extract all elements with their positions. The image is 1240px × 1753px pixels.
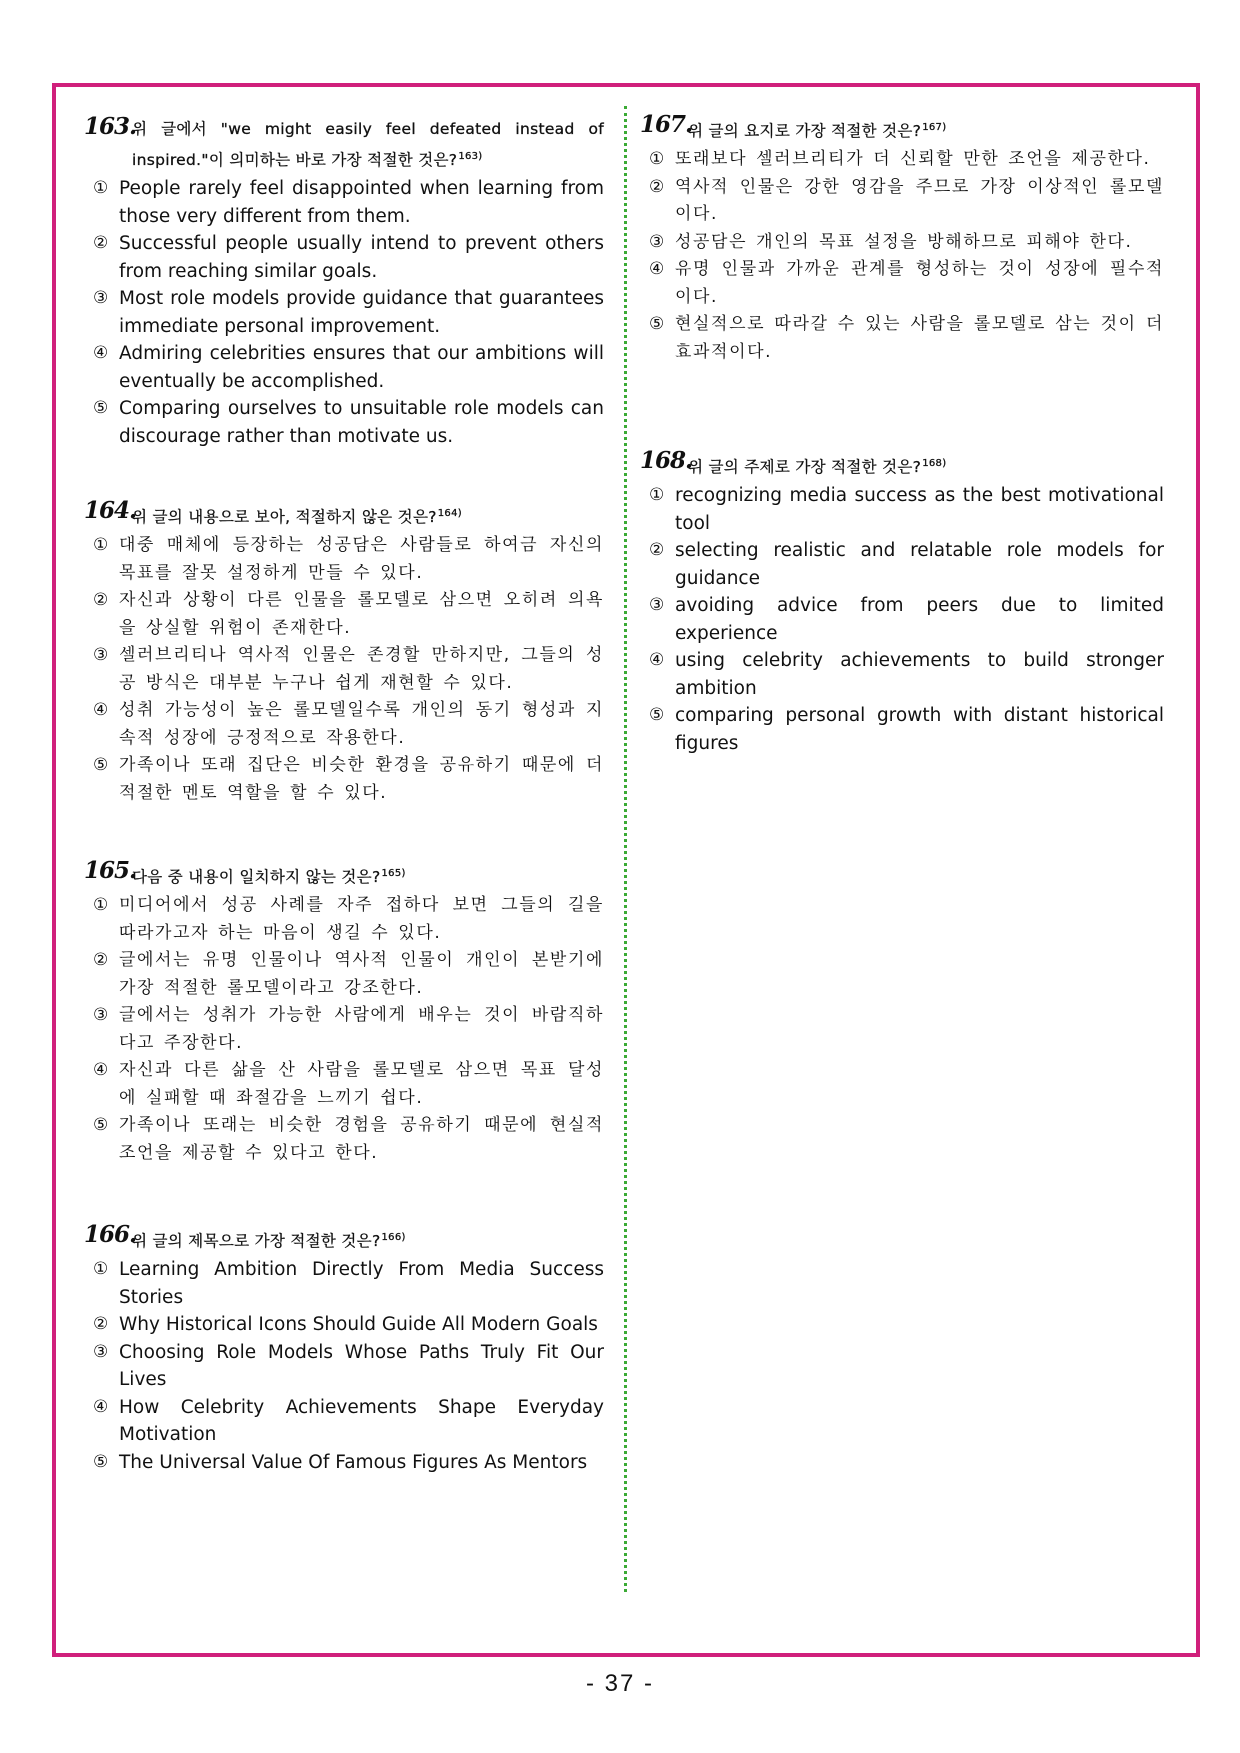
choice-text: 성공담은 개인의 목표 설정을 방해하므로 피해야 한다. [675, 231, 1133, 252]
question-number: 168. [640, 447, 693, 474]
choice-text: Admiring celebrities ensures that our ambitions will eventually be accomplished. [119, 343, 604, 392]
footnote-ref: 163) [458, 151, 483, 162]
choice-marker: ⑤ [649, 314, 666, 334]
choice-text: avoiding advice from peers due to limited experience [675, 595, 1164, 644]
choice-3[interactable] [84, 1339, 604, 1394]
question-163 [84, 113, 604, 450]
choice-marker: ① [93, 535, 110, 555]
choice-list [84, 1256, 604, 1476]
choice-marker: ⑤ [93, 398, 109, 418]
choice-marker: ① [649, 485, 665, 505]
choice-text: selecting realistic and relatable role models for guidance [675, 540, 1164, 589]
choice-text: 또래보다 셀러브리티가 더 신뢰할 만한 조언을 제공한다. [675, 149, 1151, 169]
question-prompt: 위 글의 제목으로 가장 적절한 것은?$^{166)}$ [132, 1232, 406, 1250]
question-prompt: 위 글의 주제로 가장 적절한 것은?$^{168)}$ [688, 458, 947, 476]
question-number: 166. [84, 1221, 137, 1248]
choice-text: 미디어에서 성공 사례를 자주 접하다 보면 그들의 길을 따라가고자 하는 마음이 생길 수 있다. [119, 895, 604, 943]
footnote-ref: 165) [381, 868, 406, 879]
footnote-ref: 167) [922, 122, 947, 133]
choice-text: 현실적으로 따라갈 수 있는 사람을 롤모델로 삼는 것이 더 효과적이다. [675, 314, 1164, 362]
question-header [84, 113, 604, 174]
choice-marker: ③ [649, 231, 666, 252]
choice-marker: ⑤ [93, 755, 110, 775]
choice-list [84, 892, 604, 1167]
choice-list [640, 146, 1164, 366]
choice-2[interactable] [84, 947, 604, 1002]
choice-marker: ② [93, 233, 109, 253]
choice-4[interactable] [84, 1057, 604, 1112]
question-prompt: 위 글의 요지로 가장 적절한 것은?$^{167)}$ [688, 122, 947, 140]
choice-5[interactable] [84, 395, 604, 450]
choice-marker: ③ [93, 1005, 110, 1025]
choice-marker: ① [649, 149, 666, 169]
choice-1[interactable] [84, 892, 604, 947]
footnote-ref: 166) [381, 1232, 406, 1243]
question-header [84, 1221, 604, 1255]
choice-1[interactable] [84, 1256, 604, 1311]
choice-text: 가족이나 또래 집단은 비슷한 환경을 공유하기 때문에 더 적절한 멘토 역할을 할 수 있다. [119, 755, 604, 803]
choice-text: People rarely feel disappointed when learning from those very different from them. [119, 178, 604, 227]
choice-marker: ① [93, 178, 109, 198]
choice-4[interactable] [84, 1394, 604, 1449]
column-divider [624, 106, 627, 1592]
choice-2[interactable] [84, 587, 604, 642]
choice-list [640, 482, 1164, 757]
choice-4[interactable] [84, 697, 604, 752]
choice-text: 글에서는 유명 인물이나 역사적 인물이 개인이 본받기에 가장 적절한 롤모델이라고 강조한다. [119, 950, 604, 998]
choice-marker: ③ [93, 645, 110, 665]
choice-2[interactable] [640, 174, 1164, 229]
question-168 [640, 447, 1164, 757]
choice-text: 자신과 다른 삶을 산 사람을 롤모델로 삼으면 목표 달성에 실패할 때 좌절감을 느끼기 쉽다. [119, 1060, 604, 1108]
choice-text: 가족이나 또래는 비슷한 경험을 공유하기 때문에 현실적 조언을 제공할 수 있다고 한다. [119, 1115, 604, 1163]
choice-marker: ② [93, 590, 110, 610]
choice-list [84, 175, 604, 450]
choice-text: How Celebrity Achievements Shape Everyday Motivation [119, 1396, 604, 1445]
page-number: - 37 - [585, 1670, 654, 1697]
question-number: 163. [84, 113, 137, 140]
choice-marker: ④ [93, 700, 110, 720]
choice-marker: ① [93, 895, 110, 915]
question-number: 165. [84, 857, 137, 884]
choice-4[interactable] [640, 647, 1164, 702]
choice-text: The Universal Value Of Famous Figures As Mentors [119, 1451, 588, 1473]
question-167 [640, 111, 1164, 366]
choice-marker: ③ [93, 288, 109, 308]
choice-marker: ② [649, 540, 665, 560]
choice-1[interactable] [84, 175, 604, 230]
footnote-ref: 164) [437, 508, 462, 519]
question-header [84, 857, 604, 891]
choice-marker: ③ [93, 1341, 109, 1362]
choice-text: 유명 인물과 가까운 관계를 형성하는 것이 성장에 필수적이다. [675, 259, 1164, 307]
choice-text: Learning Ambition Directly From Media Success Stories [119, 1259, 604, 1308]
choice-marker: ⑤ [649, 705, 665, 725]
choice-1[interactable] [84, 532, 604, 587]
choice-3[interactable] [84, 642, 604, 697]
choice-text: comparing personal growth with distant historical figures [675, 705, 1164, 754]
question-prompt: 위 글에서 "we might easily feel defeated instead of inspired."이 의미하는 바로 가장 적절한 것은?$^{163)}$ [132, 120, 604, 169]
question-number: 167. [640, 111, 693, 138]
question-prompt: 위 글의 내용으로 보아, 적절하지 않은 것은?$^{164)}$ [132, 508, 462, 526]
choice-marker: ② [93, 950, 110, 970]
choice-text: 대중 매체에 등장하는 성공담은 사람들로 하여금 자신의 목표를 잘못 설정하게 만들 수 있다. [119, 535, 604, 583]
choice-5[interactable] [84, 1112, 604, 1167]
choice-text: Comparing ourselves to unsuitable role models can discourage rather than motivate us. [119, 398, 604, 447]
question-header [84, 497, 604, 531]
choice-2[interactable] [84, 230, 604, 285]
choice-text: Most role models provide guidance that guarantees immediate personal improvement. [119, 288, 604, 337]
choice-text: 글에서는 성취가 가능한 사람에게 배우는 것이 바람직하다고 주장한다. [119, 1005, 604, 1053]
choice-text: 성취 가능성이 높은 롤모델일수록 개인의 동기 형성과 지속적 성장에 긍정적으로 작용한다. [119, 700, 604, 748]
choice-list [84, 532, 604, 807]
choice-marker: ③ [649, 595, 665, 615]
question-164 [84, 497, 604, 807]
question-166 [84, 1221, 604, 1476]
choice-2[interactable] [640, 537, 1164, 592]
choice-text: 역사적 인물은 강한 영감을 주므로 가장 이상적인 롤모델이다. [675, 176, 1164, 224]
choice-4[interactable] [84, 340, 604, 395]
choice-text: Choosing Role Models Whose Paths Truly Fit Our Lives [119, 1341, 604, 1390]
choice-5[interactable] [640, 702, 1164, 757]
question-number: 164. [84, 497, 137, 524]
choice-marker: ② [93, 1314, 109, 1334]
choice-5[interactable] [84, 1449, 604, 1477]
choice-marker: ② [649, 176, 666, 197]
choice-text: recognizing media success as the best motivational tool [675, 485, 1164, 534]
choice-marker: ⑤ [93, 1115, 110, 1135]
choice-text: using celebrity achievements to build stronger ambition [675, 650, 1164, 699]
choice-4[interactable] [640, 256, 1164, 311]
choice-3[interactable] [84, 1002, 604, 1057]
choice-text: 자신과 상황이 다른 인물을 롤모델로 삼으면 오히려 의욕을 상실할 위험이 존재한다. [119, 590, 604, 638]
choice-3[interactable] [640, 592, 1164, 647]
choice-1[interactable] [640, 146, 1164, 174]
choice-marker: ④ [93, 343, 109, 363]
choice-2[interactable] [84, 1311, 604, 1339]
choice-text: Why Historical Icons Should Guide All Modern Goals [119, 1314, 598, 1335]
choice-5[interactable] [84, 752, 604, 807]
choice-marker: ① [93, 1259, 109, 1279]
question-165 [84, 857, 604, 1167]
choice-5[interactable] [640, 311, 1164, 366]
question-header [640, 111, 1164, 145]
choice-marker: ④ [649, 259, 666, 279]
choice-3[interactable] [84, 285, 604, 340]
choice-3[interactable] [640, 229, 1164, 257]
choice-text: 셀러브리티나 역사적 인물은 존경할 만하지만, 그들의 성공 방식은 대부분 누구나 쉽게 재현할 수 있다. [119, 645, 604, 693]
question-prompt: 다음 중 내용이 일치하지 않는 것은?$^{165)}$ [132, 868, 406, 886]
choice-1[interactable] [640, 482, 1164, 537]
choice-text: Successful people usually intend to prevent others from reaching similar goals. [119, 233, 604, 282]
footnote-ref: 168) [922, 458, 947, 469]
choice-marker: ④ [93, 1396, 109, 1417]
choice-marker: ④ [649, 650, 665, 670]
choice-marker: ⑤ [93, 1451, 109, 1472]
question-header [640, 447, 1164, 481]
choice-marker: ④ [93, 1060, 110, 1080]
